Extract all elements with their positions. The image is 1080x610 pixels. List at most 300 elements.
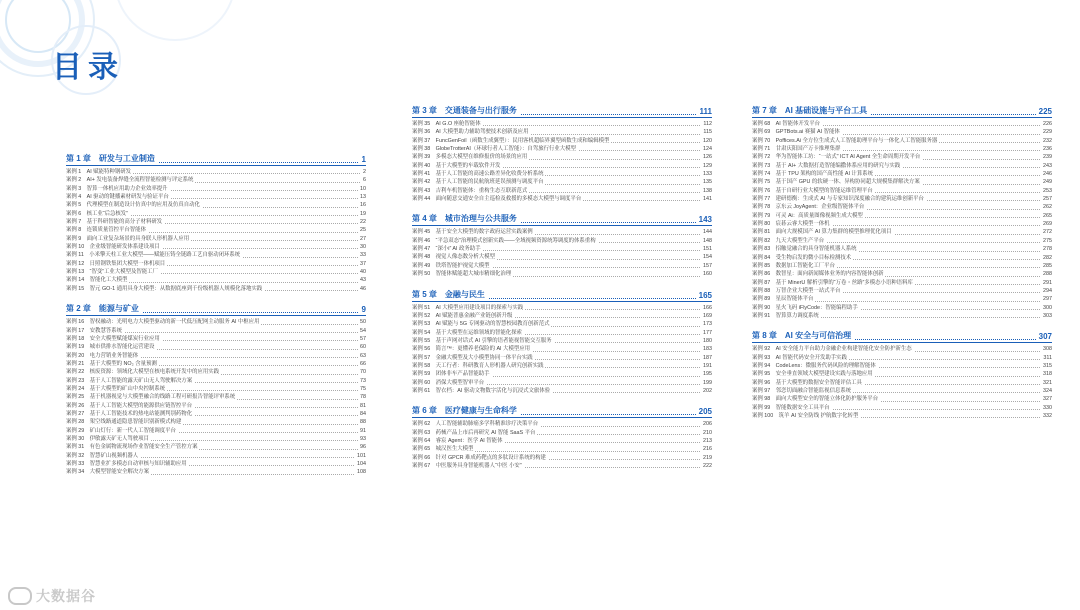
- case-entry[interactable]: [412, 437, 712, 445]
- case-entry[interactable]: [412, 120, 712, 128]
- chapter-section: [412, 105, 712, 203]
- case-title: 案例 58 天工行者：科研教育人形机器人研究创新实践: [412, 362, 544, 369]
- chapter-page: 1: [359, 155, 366, 164]
- case-title: 案例 54 基于大模型在运维领域的智能化探索: [412, 329, 522, 336]
- case-title: 案例 15 智元 GO-1 通用具身大模型：从数据底座到千份级机器人规模化落地实践: [66, 285, 263, 292]
- chapter-heading[interactable]: [66, 153, 366, 166]
- case-entry[interactable]: [66, 343, 366, 351]
- case-entry[interactable]: [752, 128, 1052, 136]
- case-title: 案例 57 金融大模型及大小模型协同一体平台实践: [412, 354, 533, 361]
- case-title: 案例 80 宸碁云睿大模型一体机: [752, 221, 830, 228]
- case-page: 249: [1043, 179, 1052, 186]
- case-page: 288: [1043, 271, 1052, 278]
- case-title: 案例 29 矿山灯行：新一代人工智能调度平台: [66, 427, 176, 434]
- chapter-section: [66, 303, 366, 477]
- case-entry[interactable]: [66, 201, 366, 209]
- case-page: 311: [1043, 354, 1052, 361]
- case-page: 236: [1043, 146, 1052, 153]
- case-entry[interactable]: [66, 276, 366, 284]
- case-title: 案例 42 基于人工智能的民航航班延误预测与调度平台: [412, 179, 544, 186]
- case-entry[interactable]: [752, 120, 1052, 128]
- case-page: 96: [360, 444, 366, 451]
- case-entry[interactable]: [66, 318, 366, 326]
- case-title: 案例 27 基于人工智能技术的热电站能测判别药物化: [66, 410, 193, 417]
- case-title: 案例 63 药械产品上市后再研究 AI 智能 SaaS 平台: [412, 429, 536, 436]
- case-title: 案例 91 智算算力调度系统: [752, 312, 819, 319]
- toc-column-3: [752, 105, 1052, 430]
- case-entry[interactable]: [752, 178, 1052, 186]
- case-title: 案例 19 城市供排水智能化运营建设: [66, 344, 155, 351]
- case-title: 案例 76 基于自研行业大模型的智能运维管理平台: [752, 187, 873, 194]
- case-title: 案例 37 FuncGenFoil（函数生成翼型）：民用客机超临界翼型函数生成和编辑模型: [412, 137, 610, 144]
- case-entry[interactable]: [66, 218, 366, 226]
- chapter-title: 第 4 章 城市治理与公共服务: [412, 213, 520, 224]
- case-title: 案例 31 有色金属物流现场作业智能安全生产管控方案: [66, 444, 198, 451]
- case-entry[interactable]: [66, 352, 366, 360]
- case-title: 案例 8 连锁质量管控平台智能体: [66, 227, 146, 234]
- case-title: 案例 55 基于声网对话式 AI 引擎的语者能视智能交互服务: [412, 337, 552, 344]
- case-entry[interactable]: [752, 370, 1052, 378]
- chapter-page: 307: [1036, 332, 1052, 341]
- case-page: 195: [703, 371, 712, 378]
- case-page: 101: [357, 452, 366, 459]
- chapter-title: 第 3 章 交通装备与出行服务: [412, 105, 520, 116]
- case-page: 187: [703, 354, 712, 361]
- case-page: 19: [360, 210, 366, 217]
- case-page: 141: [703, 196, 712, 203]
- case-entry[interactable]: [412, 329, 712, 337]
- case-page: 40: [360, 269, 366, 276]
- case-page: 257: [1043, 196, 1052, 203]
- chapter-heading[interactable]: [752, 330, 1052, 343]
- case-page: 33: [360, 252, 366, 259]
- case-title: 案例 73 基于 AI+ 大数据打造智能编撒体系应用的研究与实践: [752, 162, 901, 169]
- case-entry[interactable]: [412, 320, 712, 328]
- case-title: 案例 86 数智星：面向新闻媒体业务的内容智能体创新: [752, 271, 884, 278]
- case-page: 232: [1043, 137, 1052, 144]
- case-page: 229: [1043, 129, 1052, 136]
- case-page: 246: [1043, 171, 1052, 178]
- case-entry[interactable]: [752, 195, 1052, 203]
- case-entry[interactable]: [752, 287, 1052, 295]
- chapter-title: 第 1 章 研发与工业制造: [66, 153, 158, 164]
- case-page: 219: [703, 454, 712, 461]
- case-page: 126: [703, 154, 712, 161]
- case-entry[interactable]: [752, 145, 1052, 153]
- case-page: 180: [703, 337, 712, 344]
- case-entry[interactable]: [412, 262, 712, 270]
- case-entry[interactable]: [752, 203, 1052, 211]
- case-entry[interactable]: [66, 427, 366, 435]
- case-title: 案例 30 伊敏露天矿无人驾驶项目: [66, 435, 149, 442]
- case-title: 案例 48 视觉人像态数分析大模型: [412, 254, 495, 261]
- case-entry[interactable]: [752, 354, 1052, 362]
- toc-column-2: [412, 105, 712, 480]
- case-title: 案例 17 安教慧答系统: [66, 327, 123, 334]
- case-entry[interactable]: [752, 237, 1052, 245]
- case-title: 案例 25 基于机器视觉与大模型融合的线路工程可研报告智能评审系统: [66, 394, 236, 401]
- case-entry[interactable]: [412, 337, 712, 345]
- case-page: 278: [1043, 246, 1052, 253]
- case-entry[interactable]: [752, 270, 1052, 278]
- case-title: 案例 94 CodeLens：微服务代码风险的理解智能体: [752, 362, 876, 369]
- case-entry[interactable]: [66, 393, 366, 401]
- case-title: 案例 14 智能化工大模型: [66, 277, 128, 284]
- case-title: 案例 66 针对 GPCR 难成药靶点的多肽设计系统的构建: [412, 454, 546, 461]
- case-entry[interactable]: [412, 237, 712, 245]
- case-title: 案例 99 智能数据安全工具平台: [752, 404, 830, 411]
- case-title: 案例 60 消保大模型智审平台: [412, 379, 485, 386]
- case-entry[interactable]: [752, 153, 1052, 161]
- case-title: 案例 16 智权融动：光明电力大模型驱动的新一代低压配网主动服务 AI 中枢应用: [66, 319, 260, 326]
- case-entry[interactable]: [752, 220, 1052, 228]
- case-entry[interactable]: [752, 387, 1052, 395]
- chapter-heading[interactable]: [66, 303, 366, 316]
- case-entry[interactable]: [752, 245, 1052, 253]
- chapter-section: [412, 405, 712, 470]
- case-page: 202: [703, 387, 712, 394]
- brand-logo: [8, 586, 96, 606]
- case-title: 案例 35 AI G.O 座舱智能体: [412, 121, 481, 127]
- case-entry[interactable]: [412, 462, 712, 470]
- case-title: 案例 64 睿宸 Agent：医学 AI 智能体: [412, 437, 503, 444]
- chapter-title: 第 6 章 医疗健康与生命科学: [412, 405, 520, 416]
- case-entry[interactable]: [412, 153, 712, 161]
- case-page: 2: [363, 169, 366, 175]
- case-entry[interactable]: [412, 445, 712, 453]
- logo-icon: [8, 587, 32, 605]
- case-page: 138: [703, 187, 712, 194]
- case-page: 191: [703, 362, 712, 369]
- chapter-page: 111: [697, 107, 712, 116]
- case-entry[interactable]: [752, 412, 1052, 420]
- case-title: 案例 3 智算一体机应用助力企业效率提升: [66, 185, 168, 192]
- case-page: 120: [703, 137, 712, 144]
- case-entry[interactable]: [412, 137, 712, 145]
- case-entry[interactable]: [66, 360, 366, 368]
- case-page: 330: [1043, 404, 1052, 411]
- case-entry[interactable]: [66, 385, 366, 393]
- case-entry[interactable]: [752, 345, 1052, 353]
- case-page: 88: [360, 419, 366, 426]
- case-page: 133: [703, 171, 712, 178]
- case-title: 案例 52 AI 赋能普惠金融产业链创新升级: [412, 312, 513, 319]
- case-page: 144: [703, 229, 712, 236]
- case-page: 135: [703, 179, 712, 186]
- case-title: 案例 2 AI+ 发电装备焊缝全流程智能检测与评定系统: [66, 177, 194, 184]
- case-title: 案例 4 AI 驱动的键播素材研发与验证平台: [66, 194, 169, 201]
- decorative-circles: [0, 0, 260, 120]
- case-page: 84: [360, 410, 366, 417]
- case-page: 78: [360, 394, 366, 401]
- chapter-heading[interactable]: [412, 105, 712, 118]
- case-entry[interactable]: [752, 312, 1052, 320]
- case-page: 60: [360, 344, 366, 351]
- case-page: 124: [703, 146, 712, 153]
- case-page: 27: [360, 235, 366, 242]
- case-entry[interactable]: [412, 228, 712, 236]
- case-entry[interactable]: [412, 387, 712, 395]
- case-entry[interactable]: [752, 212, 1052, 220]
- case-title: 案例 39 多模态大模型在维修报价的场景的应用: [412, 154, 528, 161]
- case-title: 案例 41 基于人工智能的高速公路差异化收费分析系统: [412, 171, 544, 178]
- chapter-page: 9: [359, 305, 366, 314]
- case-entry[interactable]: [66, 452, 366, 460]
- case-entry[interactable]: [752, 187, 1052, 195]
- case-entry[interactable]: [752, 162, 1052, 170]
- case-entry[interactable]: [412, 195, 712, 203]
- case-title: 案例 11 小米擎天柱工业大模型——赋能压铸全链路工艺自驱动闭环系统: [66, 252, 241, 259]
- chapter-heading[interactable]: [412, 405, 712, 418]
- case-title: 案例 77 建研德衡：生成式 AI 与专家知识深度融合的建筑运维创新平台: [752, 196, 924, 203]
- page-title: 目录: [52, 50, 124, 85]
- case-title: 案例 10 企业级智能研发体系建设项目: [66, 244, 160, 251]
- case-page: 154: [703, 254, 712, 261]
- case-page: 177: [703, 329, 712, 336]
- case-title: 案例 50 智能体赋能超大城市精细化治理: [412, 271, 512, 278]
- case-entry[interactable]: [66, 285, 366, 293]
- case-entry[interactable]: [752, 254, 1052, 262]
- case-title: 案例 61 智衣档：AI 驱动文物数字活化与沉浸式文旅体验: [412, 387, 551, 394]
- case-entry[interactable]: [412, 345, 712, 353]
- case-entry[interactable]: [66, 260, 366, 268]
- case-page: 272: [1043, 229, 1052, 236]
- case-page: 108: [357, 469, 366, 476]
- case-title: 案例 72 华为智能体工坊：“一站式” ICT AI Agent 全生命周期开发平台: [752, 154, 921, 161]
- case-title: 案例 88 万智企业大模型一站式平台: [752, 287, 841, 294]
- case-title: 案例 87 基于 MinerU 解析引擎的“万卷・丝路”多模态小语种语料库: [752, 279, 913, 286]
- case-title: 案例 56 简言™：更懂养老保险的 AI 大模型应用: [412, 346, 531, 353]
- case-title: 案例 67 中医服务具身智能机器人“中医 小安”: [412, 463, 522, 469]
- case-entry[interactable]: [412, 162, 712, 170]
- case-entry[interactable]: [66, 168, 366, 176]
- case-page: 66: [360, 360, 366, 367]
- case-entry[interactable]: [412, 379, 712, 387]
- chapter-section: [752, 105, 1052, 320]
- chapter-heading[interactable]: [412, 213, 712, 226]
- case-entry[interactable]: [752, 379, 1052, 387]
- case-title: 案例 92 AI 安全能力平台助力金融企业构建智能化安全防护新生态: [752, 346, 912, 353]
- logo-text: 大数据谷: [36, 588, 96, 604]
- case-entry[interactable]: [66, 243, 366, 251]
- chapter-page: 143: [696, 215, 712, 224]
- case-entry[interactable]: [412, 170, 712, 178]
- case-entry[interactable]: [412, 270, 712, 278]
- case-title: 案例 38 GlobeTrotterAI（环球行者人工智能）：自驾旅行行业大模型: [412, 146, 576, 153]
- case-page: 160: [703, 271, 712, 278]
- case-entry[interactable]: [752, 228, 1052, 236]
- case-entry[interactable]: [66, 210, 366, 218]
- case-title: 案例 81 面向大规模国产 AI 算力集群的模型推理优化项目: [752, 229, 892, 236]
- case-page: 226: [1043, 121, 1052, 127]
- case-entry[interactable]: [752, 170, 1052, 178]
- case-page: 25: [360, 227, 366, 234]
- case-title: 案例 6 核工业“后急核发”: [66, 210, 128, 217]
- case-title: 案例 71 甘肃庆阳国产万卡推理集群: [752, 146, 841, 153]
- case-title: 案例 21 基于大模型的 NO₂ 含量预测: [66, 360, 157, 367]
- case-entry[interactable]: [412, 245, 712, 253]
- case-page: 166: [703, 304, 712, 311]
- case-entry[interactable]: [66, 468, 366, 476]
- case-title: 案例 49 铁塔智能护视觉大模型: [412, 262, 490, 269]
- case-title: 案例 46 “平急双态”治理模式创新实践——全域视频资源统筹调度的体系重构: [412, 237, 596, 244]
- case-entry[interactable]: [752, 279, 1052, 287]
- case-page: 13: [360, 194, 366, 201]
- chapter-heading[interactable]: [752, 105, 1052, 118]
- case-title: 案例 13 “智变”工业大模型及智能工厂: [66, 269, 158, 276]
- case-entry[interactable]: [412, 370, 712, 378]
- case-entry[interactable]: [412, 128, 712, 136]
- case-page: 265: [1043, 212, 1052, 219]
- case-page: 75: [360, 385, 366, 392]
- case-page: 30: [360, 244, 366, 251]
- case-entry[interactable]: [412, 420, 712, 428]
- case-title: 案例 96 基于大模型的数据安全智能评估工具: [752, 379, 862, 386]
- case-entry[interactable]: [66, 460, 366, 468]
- case-entry[interactable]: [412, 187, 712, 195]
- case-title: 案例 70 Poffices.Ai 全方位生成式人工智能助理平台与一体化人工智能服务器: [752, 137, 938, 144]
- case-page: 129: [703, 162, 712, 169]
- case-title: 案例 18 安全大模型赋能煤炭行业应用: [66, 335, 160, 342]
- case-entry[interactable]: [66, 418, 366, 426]
- case-title: 案例 12 日照钢铁集团大模型一体机项目: [66, 260, 166, 267]
- case-page: 269: [1043, 221, 1052, 228]
- case-title: 案例 1 AI 赋能特种钢研发: [66, 169, 131, 175]
- case-page: 285: [1043, 262, 1052, 269]
- case-entry[interactable]: [412, 354, 712, 362]
- case-entry[interactable]: [412, 304, 712, 312]
- case-entry[interactable]: [66, 268, 366, 276]
- case-entry[interactable]: [66, 226, 366, 234]
- case-page: 16: [360, 202, 366, 209]
- case-page: 50: [360, 319, 366, 326]
- case-title: 案例 100 筑羊 AI 安全防线 护航数字化转型: [752, 413, 859, 419]
- case-title: 案例 82 九天大模型生产平台: [752, 237, 825, 244]
- case-title: 案例 45 基于安全大模型的数字政府运营实践案例: [412, 229, 533, 236]
- chapter-page: 205: [696, 407, 712, 416]
- case-title: 案例 24 基于大模型的矿山中央控制系统: [66, 385, 166, 392]
- case-page: 10: [360, 185, 366, 192]
- case-entry[interactable]: [752, 362, 1052, 370]
- case-title: 案例 93 AI 智能代码安全开发助手实践: [752, 354, 847, 361]
- case-page: 327: [1043, 396, 1052, 403]
- case-page: 6: [363, 177, 366, 184]
- case-page: 239: [1043, 154, 1052, 161]
- case-title: 案例 7 基于科研智能的高分子材料研发: [66, 219, 163, 226]
- case-page: 199: [703, 379, 712, 386]
- case-page: 294: [1043, 287, 1052, 294]
- case-page: 73: [360, 377, 366, 384]
- case-title: 案例 84 受生物启发的微小目标检测技术: [752, 254, 852, 261]
- case-title: 案例 79 可灵 Ai：高质量图像视频生成大模型: [752, 212, 863, 219]
- case-entry[interactable]: [412, 178, 712, 186]
- chapter-section: [412, 289, 712, 396]
- case-title: 案例 85 数据加工智能化工厂平台: [752, 262, 835, 269]
- case-title: 案例 40 基于大模型的车载软件开发: [412, 162, 501, 169]
- case-title: 案例 97 邻恋切面融合智能监视信息系统: [752, 387, 852, 394]
- case-entry[interactable]: [66, 402, 366, 410]
- case-page: 318: [1043, 371, 1052, 378]
- case-title: 案例 59 团体非车产品智能助手: [412, 371, 490, 378]
- chapter-title: 第 2 章 能源与矿业: [66, 303, 142, 314]
- case-entry[interactable]: [752, 137, 1052, 145]
- chapter-page: 225: [1036, 107, 1052, 116]
- case-title: 案例 90 星火飞码 iFlyCode：智能编程助手: [752, 304, 858, 311]
- case-title: 案例 5 代理模型在制造设计仿真中的应用及仿真自动化: [66, 202, 200, 209]
- case-entry[interactable]: [412, 362, 712, 370]
- case-entry[interactable]: [66, 193, 366, 201]
- case-entry[interactable]: [66, 443, 366, 451]
- case-page: 169: [703, 312, 712, 319]
- chapter-title: 第 5 章 金融与民生: [412, 289, 488, 300]
- chapter-title: 第 8 章 AI 安全与可信治理: [752, 330, 854, 341]
- case-entry[interactable]: [66, 251, 366, 259]
- case-entry[interactable]: [66, 176, 366, 184]
- case-page: 43: [360, 277, 366, 284]
- case-title: 案例 33 智慧业扩多模态自动审核与知识辅助应用: [66, 461, 187, 467]
- case-page: 148: [703, 237, 712, 244]
- case-entry[interactable]: [66, 410, 366, 418]
- case-entry[interactable]: [66, 335, 366, 343]
- case-title: 案例 98 面向大模型安全的智能立体化防护服务平台: [752, 396, 879, 403]
- case-entry[interactable]: [752, 262, 1052, 270]
- case-entry[interactable]: [412, 312, 712, 320]
- case-title: 案例 69 GPTBots.ai 赛猫 AI 智能体: [752, 129, 840, 136]
- case-entry[interactable]: [752, 304, 1052, 312]
- case-page: 63: [360, 352, 366, 359]
- case-page: 291: [1043, 279, 1052, 286]
- case-title: 案例 36 AI 大模型助力辅助驾驶技术创新及应用: [412, 129, 529, 136]
- case-entry[interactable]: [66, 435, 366, 443]
- case-page: 91: [360, 427, 366, 434]
- chapter-section: [412, 213, 712, 278]
- case-title: 案例 74 基于 TPU 架构的国产高性能 AI 计算系统: [752, 171, 873, 178]
- case-page: 210: [703, 429, 712, 436]
- case-entry[interactable]: [66, 185, 366, 193]
- case-title: 案例 83 招触觉融合的具身智能机器人系统: [752, 246, 857, 253]
- case-page: 104: [357, 461, 366, 467]
- case-entry[interactable]: [66, 377, 366, 385]
- case-title: 案例 62 人工智能辅助肺癌多学科精准诊疗决策平台: [412, 421, 539, 428]
- case-page: 57: [360, 335, 366, 342]
- case-page: 22: [360, 219, 366, 226]
- case-entry[interactable]: [66, 327, 366, 335]
- case-entry[interactable]: [752, 295, 1052, 303]
- case-page: 206: [703, 421, 712, 428]
- case-entry[interactable]: [66, 235, 366, 243]
- case-entry[interactable]: [66, 368, 366, 376]
- case-entry[interactable]: [412, 253, 712, 261]
- case-page: 173: [703, 321, 712, 328]
- case-title: 案例 68 AI 智能体开发平台: [752, 121, 820, 127]
- case-page: 303: [1043, 312, 1052, 319]
- toc-column-1: [66, 153, 366, 487]
- case-entry[interactable]: [412, 145, 712, 153]
- case-title: 案例 89 星辰智能体平台: [752, 296, 814, 303]
- chapter-page: 165: [696, 291, 712, 300]
- chapter-title: 第 7 章 AI 基础设施与平台工具: [752, 105, 870, 116]
- chapter-heading[interactable]: [412, 289, 712, 302]
- case-page: 81: [360, 402, 366, 409]
- case-entry[interactable]: [412, 454, 712, 462]
- case-title: 案例 65 城汉医生大模型: [412, 446, 474, 453]
- case-title: 案例 53 AI 赋能与 5G 专网驱动的智慧校园教育创新范式: [412, 321, 550, 328]
- case-entry[interactable]: [752, 404, 1052, 412]
- case-entry[interactable]: [752, 395, 1052, 403]
- case-entry[interactable]: [412, 429, 712, 437]
- case-page: 315: [1043, 362, 1052, 369]
- case-page: 213: [703, 437, 712, 444]
